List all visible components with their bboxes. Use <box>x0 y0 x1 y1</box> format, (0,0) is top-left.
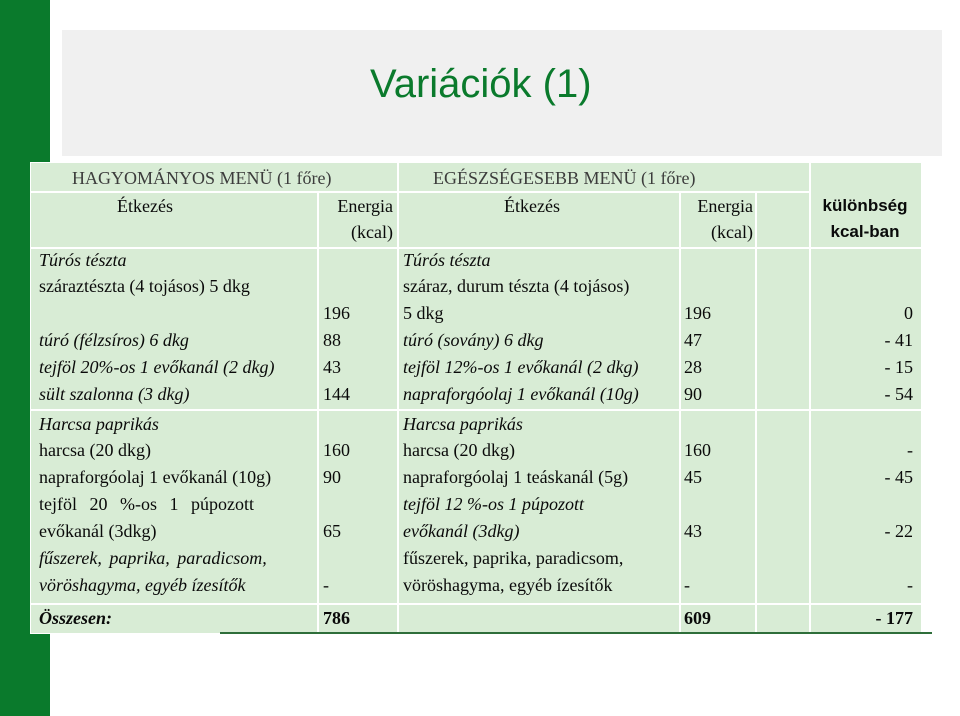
left-ingredient-cont: evőkanál (3dkg) <box>39 521 157 541</box>
left-energy-value: 90 <box>323 467 341 487</box>
right-dish-title: Harcsa paprikás <box>403 414 523 434</box>
difference-value: - <box>907 440 913 460</box>
column-header-meal: Étkezés <box>117 196 173 216</box>
bottom-rule <box>220 632 932 634</box>
right-energy-value: 28 <box>684 357 702 377</box>
right-ingredient: tejföl 12 %-os 1 púpozott <box>403 494 584 514</box>
right-ingredient: harcsa (20 dkg) <box>403 440 515 460</box>
column-header-difference-unit: kcal-ban <box>830 222 900 241</box>
grid-line <box>679 191 681 633</box>
grid-line <box>755 191 757 633</box>
column-header-energy-unit: (kcal) <box>351 222 393 242</box>
right-ingredient-cont: vöröshagyma, egyéb ízesítők <box>403 575 613 595</box>
column-header-meal: Étkezés <box>504 196 560 216</box>
grid-line <box>31 409 921 411</box>
right-energy-value: 90 <box>684 384 702 404</box>
left-dish-title: Harcsa paprikás <box>39 414 159 434</box>
left-energy-value: 196 <box>323 303 350 323</box>
right-ingredient: fűszerek, paprika, paradicsom, <box>403 548 624 568</box>
left-ingredient: túró (félzsíros) 6 dkg <box>39 330 189 350</box>
right-energy-value: - <box>684 575 690 595</box>
left-ingredient: tejföl 20 %-os 1 púpozott <box>39 494 254 514</box>
grid-line <box>31 191 809 193</box>
difference-value: - 45 <box>884 467 913 487</box>
difference-value: - <box>907 575 913 595</box>
total-difference: - 177 <box>875 608 913 628</box>
left-ingredient: tejföl 20%-os 1 evőkanál (2 dkg) <box>39 357 275 377</box>
difference-value: - 15 <box>884 357 913 377</box>
right-energy-value: 43 <box>684 521 702 541</box>
right-energy-value: 160 <box>684 440 711 460</box>
grid-line <box>397 163 399 633</box>
right-ingredient: tejföl 12%-os 1 evőkanál (2 dkg) <box>403 357 639 377</box>
left-energy-value: 88 <box>323 330 341 350</box>
right-dish-title: Túrós tészta <box>403 250 491 270</box>
left-ingredient: sült szalonna (3 dkg) <box>39 384 190 404</box>
grid-line <box>31 603 921 605</box>
right-energy-value: 47 <box>684 330 702 350</box>
left-energy-value: 160 <box>323 440 350 460</box>
total-left-energy: 786 <box>323 608 350 628</box>
left-energy-value: 43 <box>323 357 341 377</box>
total-label: Összesen: <box>39 608 113 628</box>
difference-value: - 41 <box>884 330 913 350</box>
difference-value: - 54 <box>884 384 913 404</box>
column-header-difference: különbség <box>822 196 908 215</box>
left-ingredient-cont: vöröshagyma, egyéb ízesítők <box>39 575 246 595</box>
right-ingredient: túró (sovány) 6 dkg <box>403 330 544 350</box>
left-energy-value: - <box>323 575 329 595</box>
left-energy-value: 65 <box>323 521 341 541</box>
right-ingredient-cont: evőkanál (3dkg) <box>403 521 520 541</box>
column-header-energy-unit: (kcal) <box>711 222 753 242</box>
right-energy-value: 196 <box>684 303 711 323</box>
left-ingredient: száraztészta (4 tojásos) 5 dkg <box>39 276 250 296</box>
left-energy-value: 144 <box>323 384 350 404</box>
left-ingredient: harcsa (20 dkg) <box>39 440 151 460</box>
left-ingredient: napraforgóolaj 1 evőkanál (10g) <box>39 467 272 487</box>
column-header-energy: Energia <box>337 196 393 216</box>
grid-line <box>317 191 319 633</box>
comparison-table <box>30 162 922 634</box>
right-ingredient: napraforgóolaj 1 evőkanál (10g) <box>403 384 639 404</box>
left-ingredient: fűszerek, paprika, paradicsom, <box>39 548 267 568</box>
total-right-energy: 609 <box>684 608 711 628</box>
difference-value: - 22 <box>884 521 913 541</box>
healthier-menu-header: EGÉSZSÉGESEBB MENÜ (1 főre) <box>433 168 696 188</box>
right-energy-value: 45 <box>684 467 702 487</box>
right-ingredient: száraz, durum tészta (4 tojásos) <box>403 276 630 296</box>
right-ingredient-cont: 5 dkg <box>403 303 444 323</box>
column-header-energy: Energia <box>697 196 753 216</box>
right-ingredient: napraforgóolaj 1 teáskanál (5g) <box>403 467 629 487</box>
left-dish-title: Túrós tészta <box>39 250 127 270</box>
slide-title: Variációk (1) <box>370 62 592 106</box>
difference-value: 0 <box>904 303 913 323</box>
traditional-menu-header: HAGYOMÁNYOS MENÜ (1 főre) <box>72 168 332 188</box>
